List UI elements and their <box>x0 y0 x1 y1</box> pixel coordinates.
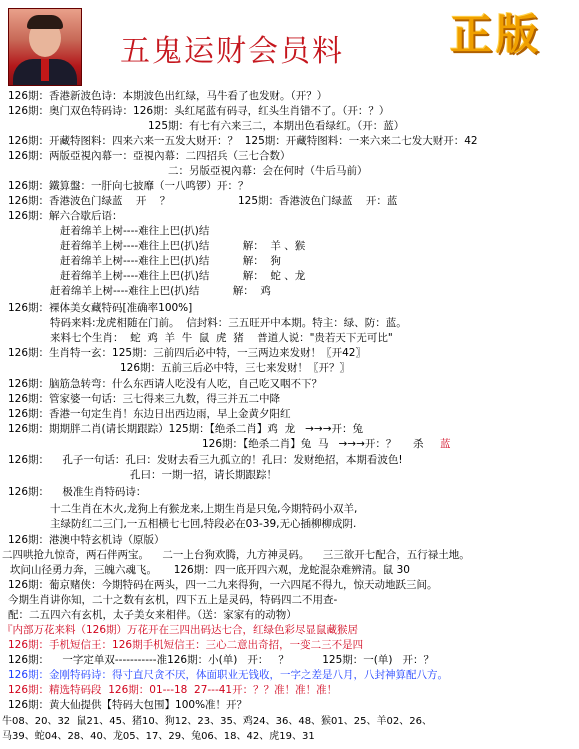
line: 赶着绵羊上树----难往上巴(扒)结 解： 狗 <box>60 255 281 267</box>
line: 126期：金刚特码诗：得寸直尺贪不厌，体面职业无钱收，一字之差是八月，八封神算配八方。 <box>8 669 449 681</box>
line: 126期：【绝杀二肖】兔 马 →→→开：？ 杀 <box>202 438 424 450</box>
line: 二：另版亞視內幕：会在何时（牛后马前） <box>168 165 368 177</box>
line: 今期生肖讲你知，二十之数有玄机，四下五上是灵码，特码四二不用查- <box>8 594 338 606</box>
line: 126期： 一字定单双-----------准126期：小(单) 开： ？ 125期：一(单) 开：？ <box>8 654 434 666</box>
author-photo <box>8 8 82 86</box>
line: 孔曰：一期一招，请长期跟踪！ <box>130 469 277 481</box>
line: 126期：开藏特图料：四来六来一五发大财开：？ 125期：开藏特图料：一来六来二七发大财开：42 <box>8 135 478 147</box>
line: 126期：期期胖二肖(请长期跟踪）125期：【绝杀二肖】鸡 龙 →→→开：兔 <box>8 423 364 435</box>
line: 126期： 极准生肖特码诗： <box>8 486 147 498</box>
line: 主绿防红二三门,一五相横七七回,特段必在03-39,无心插柳柳成阴. <box>50 518 357 530</box>
line: 牛08、20、32 鼠21、45、猪10、狗12、23、35、鸡24、36、48、猴01、25、羊02、26、 <box>2 716 432 727</box>
line: 蓝 <box>440 438 451 450</box>
line: 126期：两版亞視內幕一：亞視內幕：二四招兵（三七合数） <box>8 150 291 162</box>
line: 126期：五前三后必中特，三七来发财！〖开？〗 <box>120 362 351 374</box>
line: 126期：奥门双色特码诗：126期：头红尾蓝有码寻，红头生肖错不了。（开：？） <box>8 105 390 117</box>
line: 『内部万花来料（126期）万花开在三四出码达七合，红绿色彩尽显鼠藏猴居 <box>2 624 359 636</box>
page-title: 五鬼运财会员料 <box>120 34 344 69</box>
line: 126期：脑筋急转弯：什么东西请人吃没有人吃，自己吃又咽不下？ <box>8 378 323 390</box>
line: 赶着绵羊上树----难往上巴(扒)结 解： 蛇 、龙 <box>60 270 306 282</box>
line: 126期：香港波色门绿蓝 开 ？ <box>8 195 171 207</box>
line: 126期：港澳中特玄机诗（原版） <box>8 534 165 546</box>
line: 马39、蛇04、28、40、龙05、17、29、兔06、18、42、虎19、31 <box>2 731 315 742</box>
line: 125期：有七有六来三二，本期出色看绿红。（开：蓝） <box>148 120 405 132</box>
line: 126期： 孔子一句话：孔曰：发财去看三九孤立的！孔曰：发财绝招，本期看波色! <box>8 454 403 466</box>
line: 特码来料:龙虎相随在门前。 信封料：三五旺开中本期。特主：绿、防：蓝。 <box>50 317 407 329</box>
line: 126期：精选特码段 126期：01---18 27---41开：？？准！准！准！ <box>8 684 338 696</box>
genuine-badge: 正版 <box>450 10 543 59</box>
line: 126期：管家婆一句话：三七得来三九数，得三并五二中降 <box>8 393 281 405</box>
line: 126期：解六合歇后语： <box>8 210 123 222</box>
line: 126期：香港一句定生肖！东边日出西边雨，早上金黄夕阳红 <box>8 408 291 420</box>
line: 125期：香港波色门绿蓝 开：蓝 <box>238 195 398 207</box>
line: 赶着绵羊上树----难往上巴(扒)结 <box>60 225 210 237</box>
line: 赶着绵羊上树----难往上巴(扒)结 解： 鸡 <box>50 285 271 297</box>
line: 126期：葡京赌侠：今期特码在两头，四一二九来得狗，一六四尾不得九，惊天动地跃三间。 <box>8 579 438 591</box>
line: 126期：鐵算盤：一肝向七披靡（一八鸣锣）开：？ <box>8 180 249 192</box>
line: 二四哄抢九惊奇，两石伴两宝。 二一上台狗欢腾，九方神灵码。 三三欲开七配合，五行禄土地。 <box>2 549 470 561</box>
line: 126期：手机短信王：126期手机短信王：三心二意出奇招，一变二三不是四 <box>8 639 364 651</box>
line: 126期：生肖特一玄：125期：三前四后必中特，一三两边来发财！〖开42〗 <box>8 347 366 359</box>
line: 126期：黄大仙提供【特码大包围】100%准！开？ <box>8 699 248 711</box>
line: 坎问山径勇力奔，三魄六魂飞。 126期：四一底开四六观，龙蛇混杂难辨清。鼠 30 <box>10 564 410 576</box>
line: 赶着绵羊上树----难往上巴(扒)结 解： 羊 、猴 <box>60 240 306 252</box>
line: 配：二五四六有玄机，太子美女来相伴。（送：家家有的动物） <box>8 609 297 621</box>
line: 126期：香港新波色诗：本期波色出红绿，马牛看了也发财。（开？） <box>8 90 328 102</box>
line: 126期：裸体美女藏特码[准确率100%] <box>8 302 193 314</box>
header <box>0 0 579 92</box>
line: 十二生肖在木火,龙狗上有猴龙来,上期生肖是只兔,今期特码小双羊, <box>50 503 358 515</box>
line: 来料七个生肖： 蛇 鸡 羊 牛 鼠 虎 猪 普道人说："贵若天下无可比" <box>50 332 393 344</box>
